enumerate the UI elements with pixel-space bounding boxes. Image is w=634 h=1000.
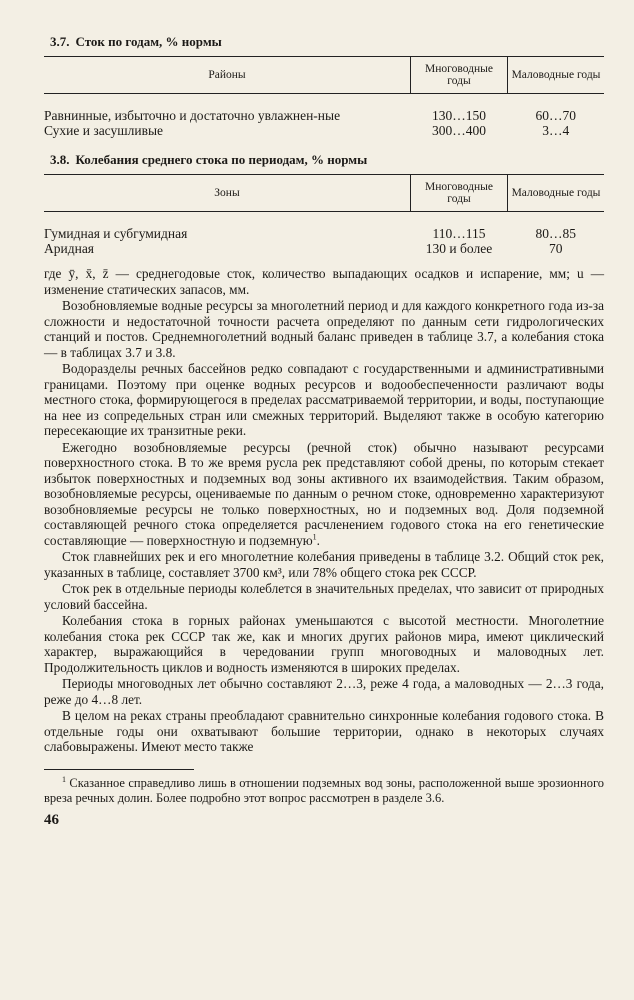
- footnote: [44, 776, 604, 806]
- col-header-wet-years: Многоводные годы: [411, 175, 508, 212]
- page-number: 46: [44, 811, 59, 828]
- paragraph-text: Ежегодно возобновляемые ресурсы (речной сток) обычно называют ресурсами поверхностного стока. В то же время русла рек представляют собой дрены, по которым стекает избыток поверхностных и подземных вод зоны активного их взаимодействия. Таким образом, возобновляемые ресурсы, оцениваемые по данным о речном стоке, одновременно характеризуют возобновляемые ресурсы не только поверхностных, но и подземных вод. Доля подземной составляющей речного стока определяется расчленением годового стока на его генетические составляющие — поверхностную и подземную: [44, 439, 604, 548]
- paragraph: где ȳ, x̄, z̄ — среднегодовые сток, количество выпадающих осадков и испарение, мм; u — изменение статических запасов, мм.: [44, 266, 604, 297]
- table-3-7-caption: [50, 34, 604, 50]
- col-header-dry-years: Маловодные годы: [508, 57, 605, 94]
- paragraph: Сток рек в отдельные периоды колеблется в значительных пределах, что зависит от природных условий бассейна.: [44, 581, 604, 612]
- paragraph: В целом на реках страны преобладают сравнительно синхронные колебания годового стока. В отдельные годы они охватывают большие территории, однако в некоторых случаях слабовыражены. Имеют место также: [44, 708, 604, 754]
- table-title: Сток по годам, % нормы: [75, 34, 222, 49]
- cell-wet: 130…150: [432, 108, 486, 123]
- row-label: Сухие и засушливые: [44, 123, 164, 138]
- paragraph-end: .: [316, 532, 320, 548]
- cell-dry: 80…85: [535, 226, 576, 241]
- table-row: [44, 226, 604, 241]
- table-row: [44, 108, 604, 123]
- col-header-zones: Зоны: [214, 187, 240, 199]
- table-row: [44, 241, 604, 256]
- footnote-ref: 1: [312, 532, 317, 542]
- col-header-regions: Районы: [208, 69, 246, 81]
- page: [44, 34, 604, 829]
- table-3-8-caption: [50, 152, 604, 168]
- paragraph: Возобновляемые водные ресурсы за многолетний период и для каждого конкретного года из-за сложности и недостаточной точности расчета определяют по данным сети гидрологических станций и постов. Среднемноголетний водный баланс приведен в таблице 3.7, а колебания стока — в таблицах 3.7 и 3.8.: [44, 298, 604, 360]
- table-3-7: [44, 56, 604, 138]
- cell-wet: 110…115: [432, 226, 486, 241]
- body-text: [44, 266, 604, 755]
- row-label: Аридная: [44, 241, 95, 256]
- table-number: 3.7.: [50, 34, 70, 49]
- row-label: Гумидная и субгумидная: [44, 226, 188, 241]
- row-label: Равнинные, избыточно и достаточно увлажнен-ные: [44, 108, 341, 123]
- cell-wet: 300…400: [432, 123, 486, 138]
- paragraph: Сток главнейших рек и его многолетние колебания приведены в таблице 3.2. Общий сток рек, указанных в таблице, составляет 3700 км³, или 78% общего стока рек СССР.: [44, 549, 604, 580]
- footnote-mark: 1: [62, 774, 66, 784]
- paragraph: Периоды многоводных лет обычно составляют 2…3, реже 4 года, а маловодных — 2…3 года, реже до 4…8 лет.: [44, 676, 604, 707]
- table-row: [44, 123, 604, 138]
- table-3-8: [44, 174, 604, 256]
- paragraph: Водоразделы речных бассейнов редко совпадают с государственными и административными границами. Поэтому при оценке водных ресурсов и водообеспеченности различают воды местного стока, формирующегося в пределах рассматриваемой территории, и воды, поступающие на нее из сопредельных стран или смежных территорий. Выделяют также в особую категорию пересекающие их транзитные реки.: [44, 361, 604, 438]
- col-header-dry-years: Маловодные годы: [508, 175, 605, 212]
- footnote-text: Сказанное справедливо лишь в отношении подземных вод зоны, расположенной выше эрозионного вреза речных долин. Более подробно этот вопрос рассмотрен в разделе 3.6.: [44, 775, 605, 805]
- table-number: 3.8.: [50, 152, 70, 167]
- cell-dry: 70: [549, 241, 563, 256]
- footnote-divider: [44, 769, 194, 770]
- cell-dry: 60…70: [535, 108, 576, 123]
- paragraph: Колебания стока в горных районах уменьшаются с высотой местности. Многолетние колебания стока рек СССР так же, как и многих других районов мира, имеют циклический характер, выражающийся в чередовании групп многоводных и маловодных лет. Продолжительность циклов и водность изменяются в широких пределах.: [44, 613, 604, 675]
- col-header-wet-years: Многоводные годы: [411, 57, 508, 94]
- cell-wet: 130 и более: [425, 241, 493, 256]
- paragraph: [44, 440, 604, 549]
- table-title: Колебания среднего стока по периодам, % нормы: [75, 152, 368, 167]
- cell-dry: 3…4: [542, 123, 570, 138]
